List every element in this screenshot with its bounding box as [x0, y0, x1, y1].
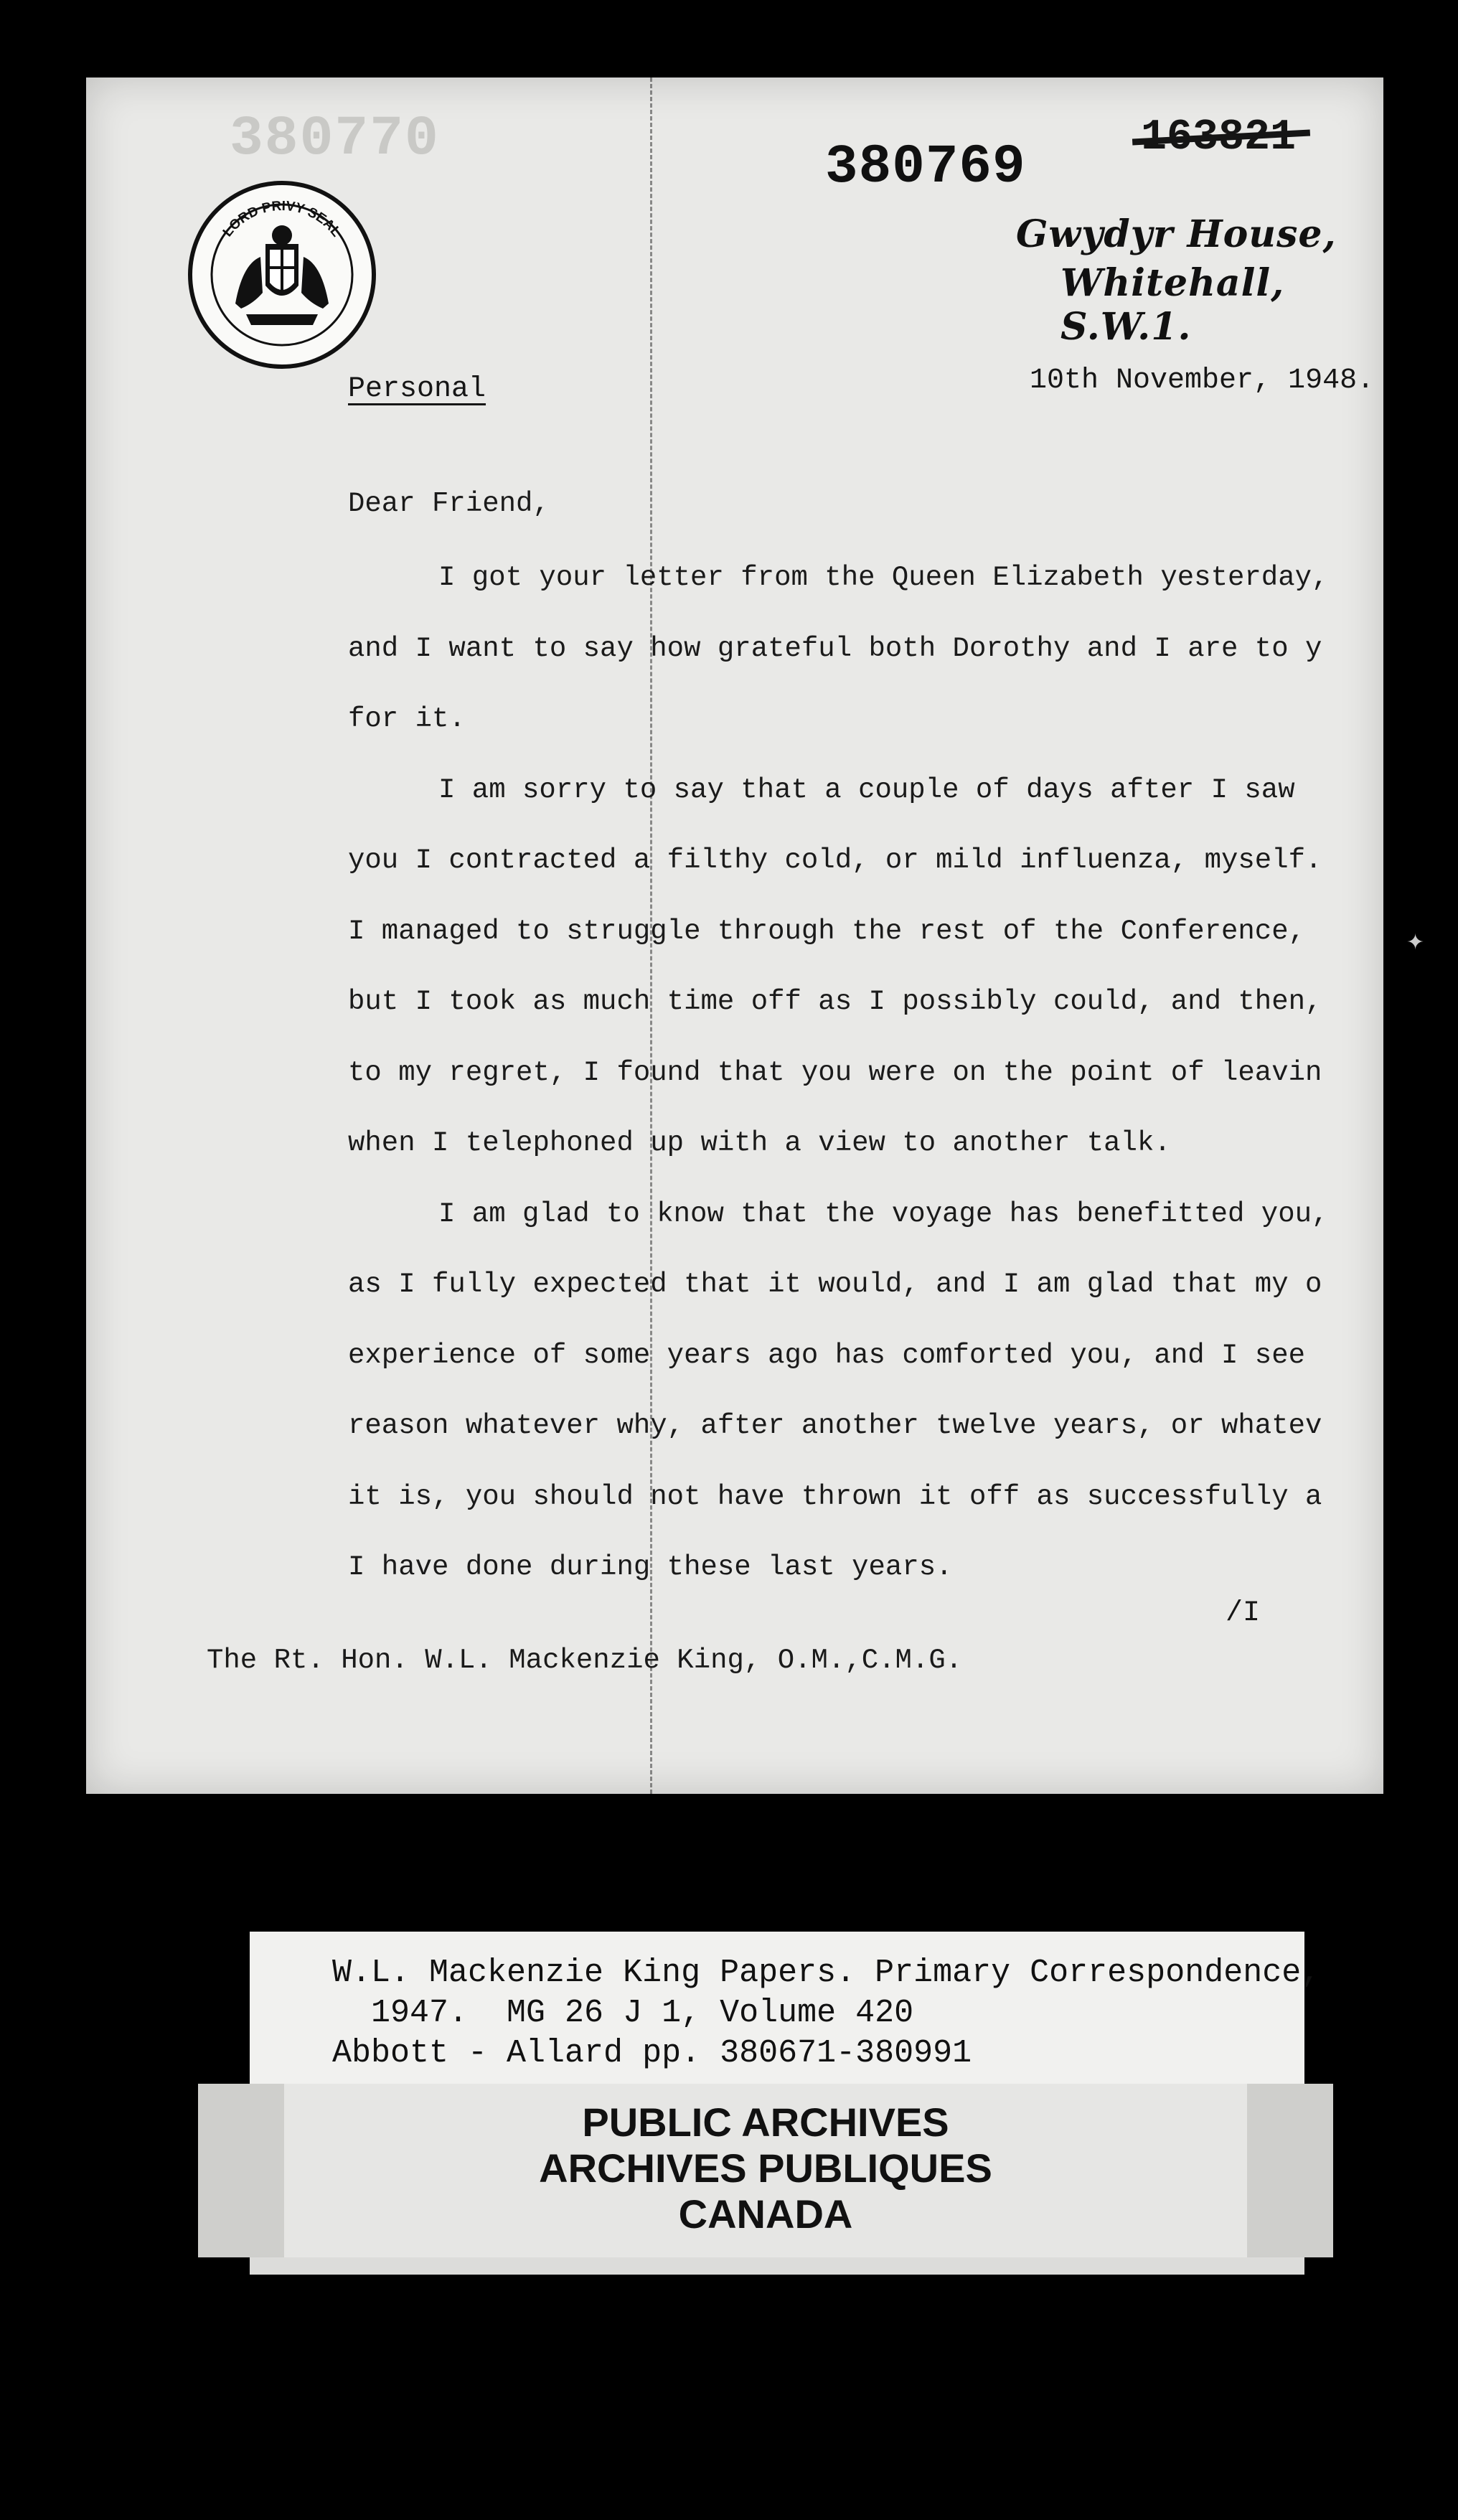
archive-line-2: 1947. MG 26 J 1, Volume 420 — [332, 1995, 914, 2031]
personal-marking: Personal — [348, 373, 486, 405]
margin-mark-icon: ✦ — [1406, 931, 1425, 954]
text-line: it is, you should not have thrown it off as successfully a — [348, 1480, 1322, 1513]
text-line: but I took as much time off as I possibly could, and then, — [348, 986, 1322, 1017]
text-line: I managed to struggle through the rest of the Conference, — [348, 915, 1306, 947]
struck-through-number: 163821 — [1141, 113, 1297, 162]
banner-text — [198, 2100, 1333, 2237]
archive-reference-label — [250, 1932, 1321, 2097]
faded-stamp-number: 380770 — [230, 108, 440, 171]
text-line: I am glad to know that the voyage has benefitted you, — [438, 1198, 1329, 1230]
archive-line-3: Abbott - Allard pp. 380671-380991 — [332, 2035, 972, 2072]
text-line: for it. — [348, 703, 466, 735]
text-line: you I contracted a filthy cold, or mild influenza, myself. — [348, 845, 1322, 876]
text-line: I got your letter from the Queen Elizabeth yesterday, — [438, 562, 1329, 593]
archive-reference-number: 380769 — [825, 136, 1026, 198]
text-line: and I want to say how grateful both Dorothy and I are to y — [348, 632, 1322, 664]
letter-date: 10th November, 1948. — [1030, 365, 1375, 397]
banner-line-3: CANADA — [678, 2191, 853, 2237]
archive-reference-text — [332, 1953, 1320, 2074]
banner-line-1: PUBLIC ARCHIVES — [582, 2100, 949, 2145]
banner-line-2: ARCHIVES PUBLIQUES — [539, 2145, 992, 2191]
letter-body — [348, 471, 1383, 1603]
seal-inscription: LORD PRIVY SEAL — [220, 198, 344, 240]
text-line: when I telephoned up with a view to another talk. — [348, 1127, 1171, 1159]
lord-privy-seal-emblem — [185, 178, 379, 372]
paragraph-2 — [348, 755, 1383, 1179]
recipient-line: The Rt. Hon. W.L. Mackenzie King, O.M.,C.M.G. — [207, 1645, 963, 1676]
text-line: reason whatever why, after another twelve years, or whatev — [348, 1410, 1322, 1442]
address-line-1: Gwydyr House, — [1016, 212, 1337, 256]
text-line: experience of some years ago has comforted you, and I see — [348, 1339, 1306, 1371]
text-line: I am sorry to say that a couple of days after I saw — [438, 774, 1295, 806]
address-line-2: Whitehall, S.W.1. — [1060, 261, 1285, 349]
public-archives-banner — [198, 2084, 1333, 2257]
paragraph-3 — [348, 1179, 1383, 1603]
letter-page — [86, 77, 1383, 1794]
continuation-mark: /I — [1226, 1597, 1261, 1630]
salutation: Dear Friend, — [348, 488, 550, 519]
text-line: I have done during these last years. — [348, 1551, 953, 1583]
paragraph-1 — [348, 542, 1383, 755]
archive-line-1: W.L. Mackenzie King Papers. Primary Correspondence, — [332, 1955, 1321, 1991]
text-line: as I fully expected that it would, and I am glad that my o — [348, 1269, 1322, 1300]
text-line: to my regret, I found that you were on the point of leavin — [348, 1056, 1322, 1089]
label-bottom-strip — [250, 2257, 1304, 2275]
